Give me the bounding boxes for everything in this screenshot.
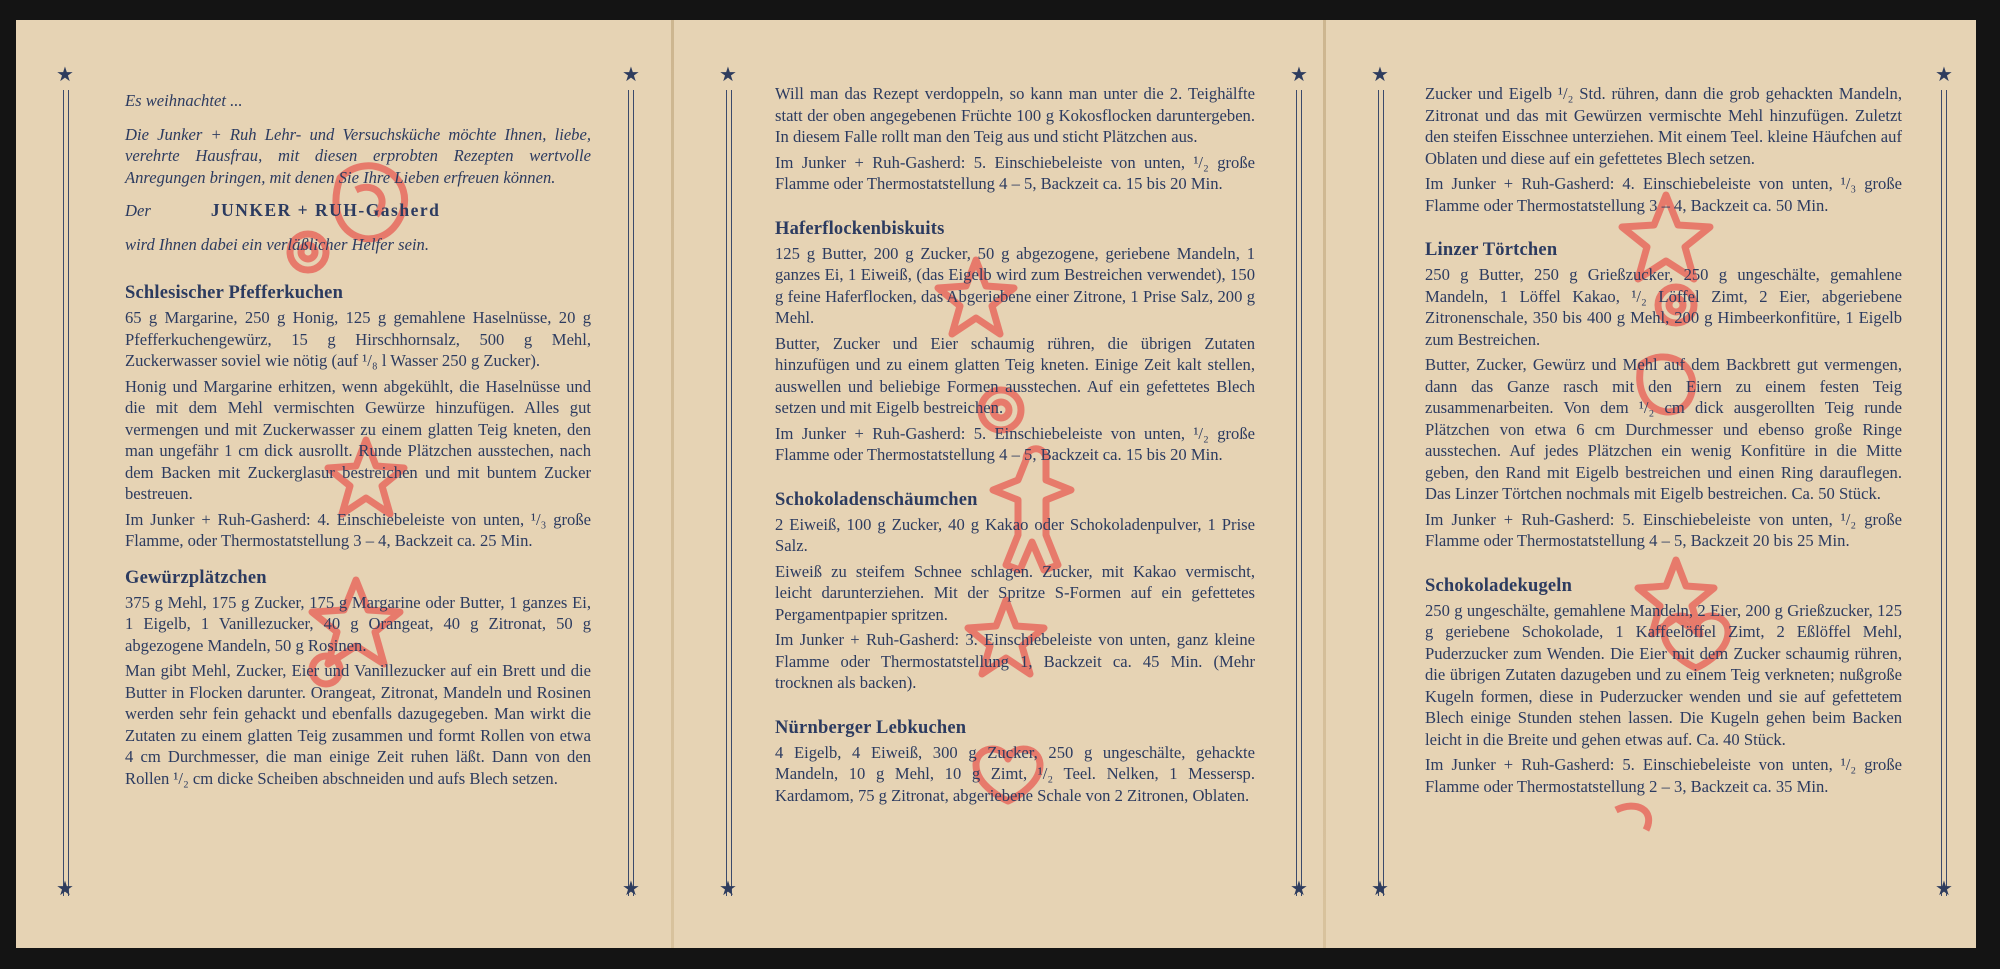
star-ornament-icon: ★ [56,876,74,900]
star-ornament-icon: ★ [1935,876,1953,900]
recipe-method: Man gibt Mehl, Zucker, Eier und Vanillezucker auf ein Brett und die Butter in Flocken darunter. Orangeat, Zitronat, Mandeln und Rosinen werden sehr fein gehackt und ebenfalls dazugegeben. Man wirkt die Zutaten zu einem glatten Teig zusammen und formt Rollen von etwa 4 cm Durchmesser, die man einige Zeit ruhen läßt. Dann von den Rollen ¹/₂ cm dicke Scheiben abschneiden und aufs Blech setzen. [125,661,591,788]
recipe-title: Schlesischer Pfefferkuchen [125,283,344,303]
star-ornament-icon: ★ [1935,62,1953,86]
recipe-method: Eiweiß zu steifem Schnee schlagen. Zucker, mit Kakao vermischt, leicht darunterziehen. Mit der Spritze S-Formen auf ein gefettetes Pergamentpapier spritzen. [775,561,1255,624]
recipe-title: Schokoladekugeln [1425,575,1573,596]
panel-text-column [125,90,591,793]
recipe-title: Nürnberger Lebkuchen [775,717,967,738]
intro-section [125,90,591,255]
recipe-ingredients-and-method: 250 g ungeschälte, gemahlene Mandeln, 2 Eier, 200 g Grießzucker, 125 g geriebene Schokolade, 1 Kaffeelöffel Zimt, 2 Eßlöffel Mehl, Puderzucker zum Wenden. Die Eier mit dem Zucker schaumig rühren, die übrigen Zutaten dazugeben und zu einem Teig verkneten; nußgroße Kugeln formen, diese in Puderzucker wenden und sie auf gefettetem Blech einige Stunden stehen lassen. Die Kugeln gehen beim Backen leicht in die Breite und gehen etwas auf. Ca. 40 Stück. [1425,600,1902,749]
recipe-baking-instructions: Im Junker + Ruh-Gasherd: 5. Einschiebeleiste von unten, ¹/₂ große Flamme oder Thermostatstellung 4 – 5, Backzeit ca. 15 bis 20 Min. [775,152,1255,193]
panel-border-line [726,90,732,896]
star-ornament-icon: ★ [56,62,74,86]
brand-name: JUNKER + RUH-Gasherd [210,200,441,220]
star-ornament-icon: ★ [1371,62,1389,86]
brand-prefix: Der [125,201,151,220]
panel-border-line [628,90,634,896]
recipe-title: Gewürzplätzchen [125,567,267,588]
recipe-ingredients: 250 g Butter, 250 g Grießzucker, 250 g ungeschälte, gemahlene Mandeln, 1 Löffel Kakao, ¹/₂ Löffel Zimt, 2 Eier, abgeriebene Zitronenschale, 350 bis 400 g Mehl, 200 g Himbeerkonfitüre, 1 Eigelb zum Bestreichen. [1425,265,1902,349]
recipe-ingredients: 2 Eiweiß, 100 g Zucker, 40 g Kakao oder Schokoladenpulver, 1 Prise Salz. [775,514,1255,555]
recipe-continuation: Will man das Rezept verdoppeln, so kann man unter die 2. Teighälfte statt der oben angegebenen Früchte 100 g Kokosflocken daruntergeben. In diesem Falle rollt man den Teig aus und sticht Plätzchen aus. [775,84,1255,146]
panel-border-line [1941,90,1947,896]
intro-paragraph: Die Junker + Ruh Lehr- und Versuchsküche möchte Ihnen, liebe, verehrte Hausfrau, mit diesen erprobten Rezepten wertvolle Anregungen bringen, mit denen Sie Ihre Lieben erfreuen können. [125,124,591,187]
panel-border-line [1378,90,1384,896]
panel-text-column [775,83,1255,810]
star-ornament-icon: ★ [622,876,640,900]
recipe-baking-instructions: Im Junker + Ruh-Gasherd: 5. Einschiebeleiste von unten, ¹/₂ große Flamme oder Thermostatstellung 4 – 5, Backzeit ca. 15 bis 20 Min. [775,423,1255,464]
star-ornament-icon: ★ [1290,62,1308,86]
recipe-baking-instructions: Im Junker + Ruh-Gasherd: 5. Einschiebeleiste von unten, ¹/₂ große Flamme oder Thermostatstellung 4 – 5, Backzeit 20 bis 25 Min. [1425,509,1902,550]
panel-text-column [1425,83,1902,801]
recipe-ingredients: 65 g Margarine, 250 g Honig, 125 g gemahlene Haselnüsse, 20 g Pfefferkuchengewürz, 15 g Hirschhornsalz, 500 g Mehl, Zuckerwasser soviel wie nötig (auf ¹/₈ l Wasser 250 g Zucker). [125,308,591,370]
recipe-method: Butter, Zucker und Eier schaumig rühren, die übrigen Zutaten hinzufügen und zu einem glatten Teig kneten. Einige Zeit kalt stellen, auswellen und beliebige Formen ausstechen. Auf ein gefettetes Blech setzen und mit Eigelb bestreichen. [775,333,1255,417]
recipe-ingredients: 125 g Butter, 200 g Zucker, 50 g abgezogene, geriebene Mandeln, 1 ganzes Ei, 1 Eiweiß, (das Eigelb wird zum Bestreichen verwendet), 150 g feine Haferflocken, das Abgeriebene einer Zitrone, 1 Prise Salz, 200 g Mehl. [775,243,1255,327]
recipe-ingredients: 375 g Mehl, 175 g Zucker, 175 g Margarine oder Butter, 1 ganzes Ei, 1 Eigelb, 1 Vanillezucker, 40 g Orangeat, 40 g Zitronat, 50 g abgezogene Mandeln, 50 g Rosinen. [125,592,591,655]
recipe-leaflet [16,20,1976,948]
brand-line [125,200,591,222]
recipe-baking-instructions: Im Junker + Ruh-Gasherd: 4. Einschiebeleiste von unten, ¹/₃ große Flamme oder Thermostatstellung 3 – 4, Backzeit ca. 50 Min. [1425,174,1902,215]
recipe-title: Schokoladenschäumchen [775,489,978,510]
star-ornament-icon: ★ [1290,876,1308,900]
intro-closing: wird Ihnen dabei ein verläßlicher Helfer sein. [125,234,429,254]
star-ornament-icon: ★ [719,876,737,900]
recipe-method: Honig und Margarine erhitzen, wenn abgekühlt, die Haselnüsse und die mit dem Mehl vermischten Gewürze hinzufügen. Alles gut vermengen und mit Zuckerwasser zu einem glatten Teig kneten, den man ungefähr 1 cm dick ausrollt. Runde Plätzchen ausstechen, nach dem Backen mit Zuckerglasur bestreichen und mit buntem Zucker bestreuen. [125,376,591,503]
panel-border-line [63,90,69,896]
recipe-continuation: Zucker und Eigelb ¹/₂ Std. rühren, dann die grob gehackten Mandeln, Zitronat und das mit Gewürzen vermischte Mehl hinzufügen. Zuletzt den steifen Eisschnee unterziehen. Mit einem Teel. kleine Häufchen auf Oblaten und diese auf ein gefettetes Blech setzen. [1425,84,1902,168]
leaflet-panel-middle [674,20,1323,948]
recipe-baking-instructions: Im Junker + Ruh-Gasherd: 3. Einschiebeleiste von unten, ganz kleine Flamme oder Thermostatstellung 1, Backzeit ca. 45 Min. (Mehr trocknen als backen). [775,630,1255,692]
leaflet-panel-left [16,20,671,948]
recipe-title: Haferflockenbiskuits [775,218,945,239]
recipe-title: Linzer Törtchen [1425,240,1558,260]
intro-greeting: Es weihnachtet ... [125,91,243,110]
star-ornament-icon: ★ [719,62,737,86]
recipe-ingredients: 4 Eigelb, 4 Eiweiß, 300 g Zucker, 250 g ungeschälte, gehackte Mandeln, 10 g Mehl, 10 g Zimt, ¹/₂ Teel. Nelken, 1 Messersp. Kardamom, 75 g Zitronat, abgeriebene Schale von 2 Zitronen, Oblaten. [775,742,1255,805]
recipe-method: Butter, Zucker, Gewürz und Mehl auf dem Backbrett gut vermengen, dann das Ganze rasch mit den Eiern zu einem festen Teig zusammenarbeiten. Von dem ¹/₂ cm dick ausgerollten Teig runde Plätzchen von etwa 6 cm Durchmesser und ebenso große Ringe ausstechen. Auf jedes Plätzchen ein wenig Konfitüre in die Mitte geben, den Rand mit Eigelb bestreichen und einen Ring darauflegen. Das Linzer Törtchen nochmals mit Eigelb bestreichen. Ca. 50 Stück. [1425,355,1902,503]
panel-border-line [1296,90,1302,896]
recipe-baking-instructions: Im Junker + Ruh-Gasherd: 5. Einschiebeleiste von unten, ¹/₂ große Flamme oder Thermostatstellung 2 – 3, Backzeit ca. 35 Min. [1425,755,1902,796]
star-ornament-icon: ★ [622,62,640,86]
recipe-baking-instructions: Im Junker + Ruh-Gasherd: 4. Einschiebeleiste von unten, ¹/₃ große Flamme, oder Thermostatstellung 3 – 4, Backzeit ca. 25 Min. [125,509,591,550]
star-ornament-icon: ★ [1371,876,1389,900]
leaflet-panel-right [1326,20,1976,948]
